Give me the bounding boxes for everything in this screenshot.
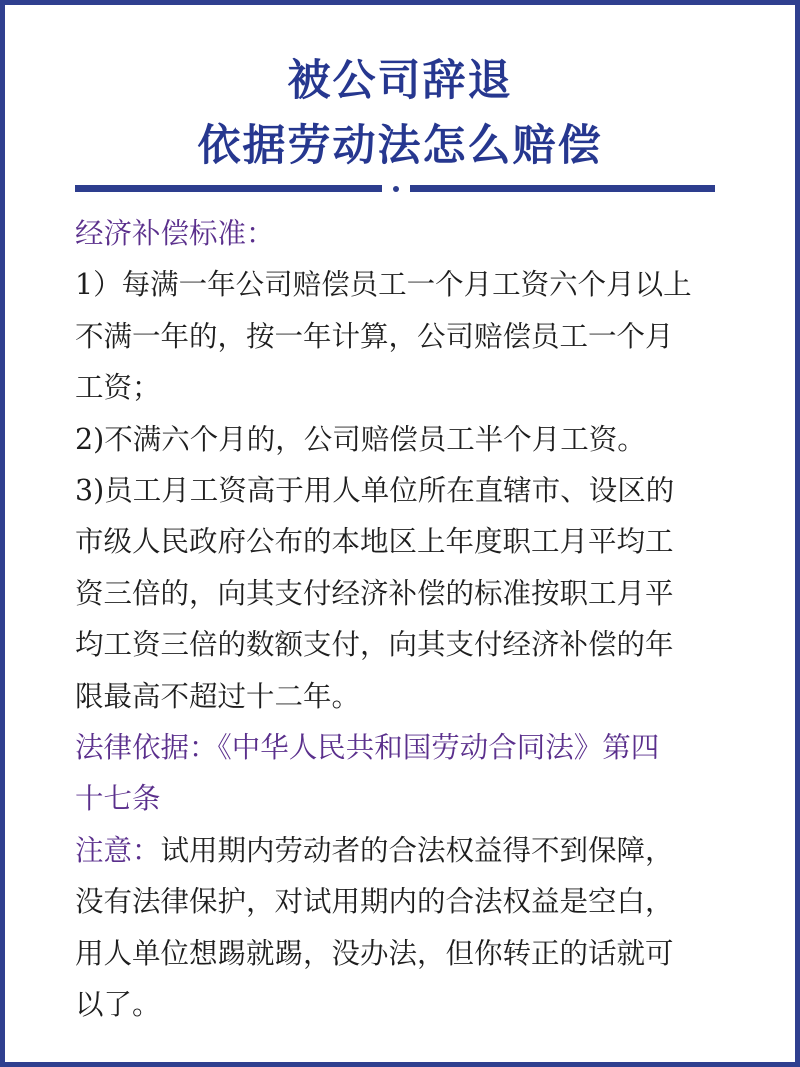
note-text: 试用期内劳动者的合法权益得不到保障， xyxy=(160,833,674,867)
note-first-line xyxy=(75,825,735,876)
body-line: 资三倍的，向其支付经济补偿的标准按职工月平 xyxy=(75,576,674,610)
page-title-line-2: 依据劳动法怎么赔偿 xyxy=(197,121,603,171)
legal-basis-line-2: 十七条 xyxy=(75,782,161,816)
section-label-compensation-standard: 经济补偿标准： xyxy=(75,217,275,250)
body-line: 2)不满六个月的，公司赔偿员工半个月工资。 xyxy=(75,422,646,456)
body-line: 市级人民政府公布的本地区上年度职工月平均工 xyxy=(75,525,674,559)
note-label: 注意： xyxy=(75,833,161,867)
body-line: 均工资三倍的数额支付，向其支付经济补偿的年 xyxy=(75,628,674,662)
body-line: 1）每满一年公司赔偿员工一个月工资六个月以上 xyxy=(75,268,692,302)
body-line: 不满一年的，按一年计算，公司赔偿员工一个月 xyxy=(75,319,674,353)
title-divider-right xyxy=(410,185,715,192)
article-body xyxy=(75,208,735,1031)
note-line: 用人单位想踢就踢，没办法，但你转正的话就可 xyxy=(75,936,674,970)
title-divider-left xyxy=(75,185,382,192)
legal-basis-line-1: 法律依据：《中华人民共和国劳动合同法》第四 xyxy=(75,731,660,765)
body-line: 工资； xyxy=(75,371,161,405)
note-line: 以了。 xyxy=(75,988,161,1022)
title-divider-dot xyxy=(393,186,399,192)
note-line: 没有法律保护，对试用期内的合法权益是空白， xyxy=(75,885,674,919)
body-line: 限最高不超过十二年。 xyxy=(75,679,361,713)
body-line: 3)员工月工资高于用人单位所在直辖市、设区的 xyxy=(75,474,675,508)
page-title-line-1: 被公司辞退 xyxy=(287,56,513,106)
